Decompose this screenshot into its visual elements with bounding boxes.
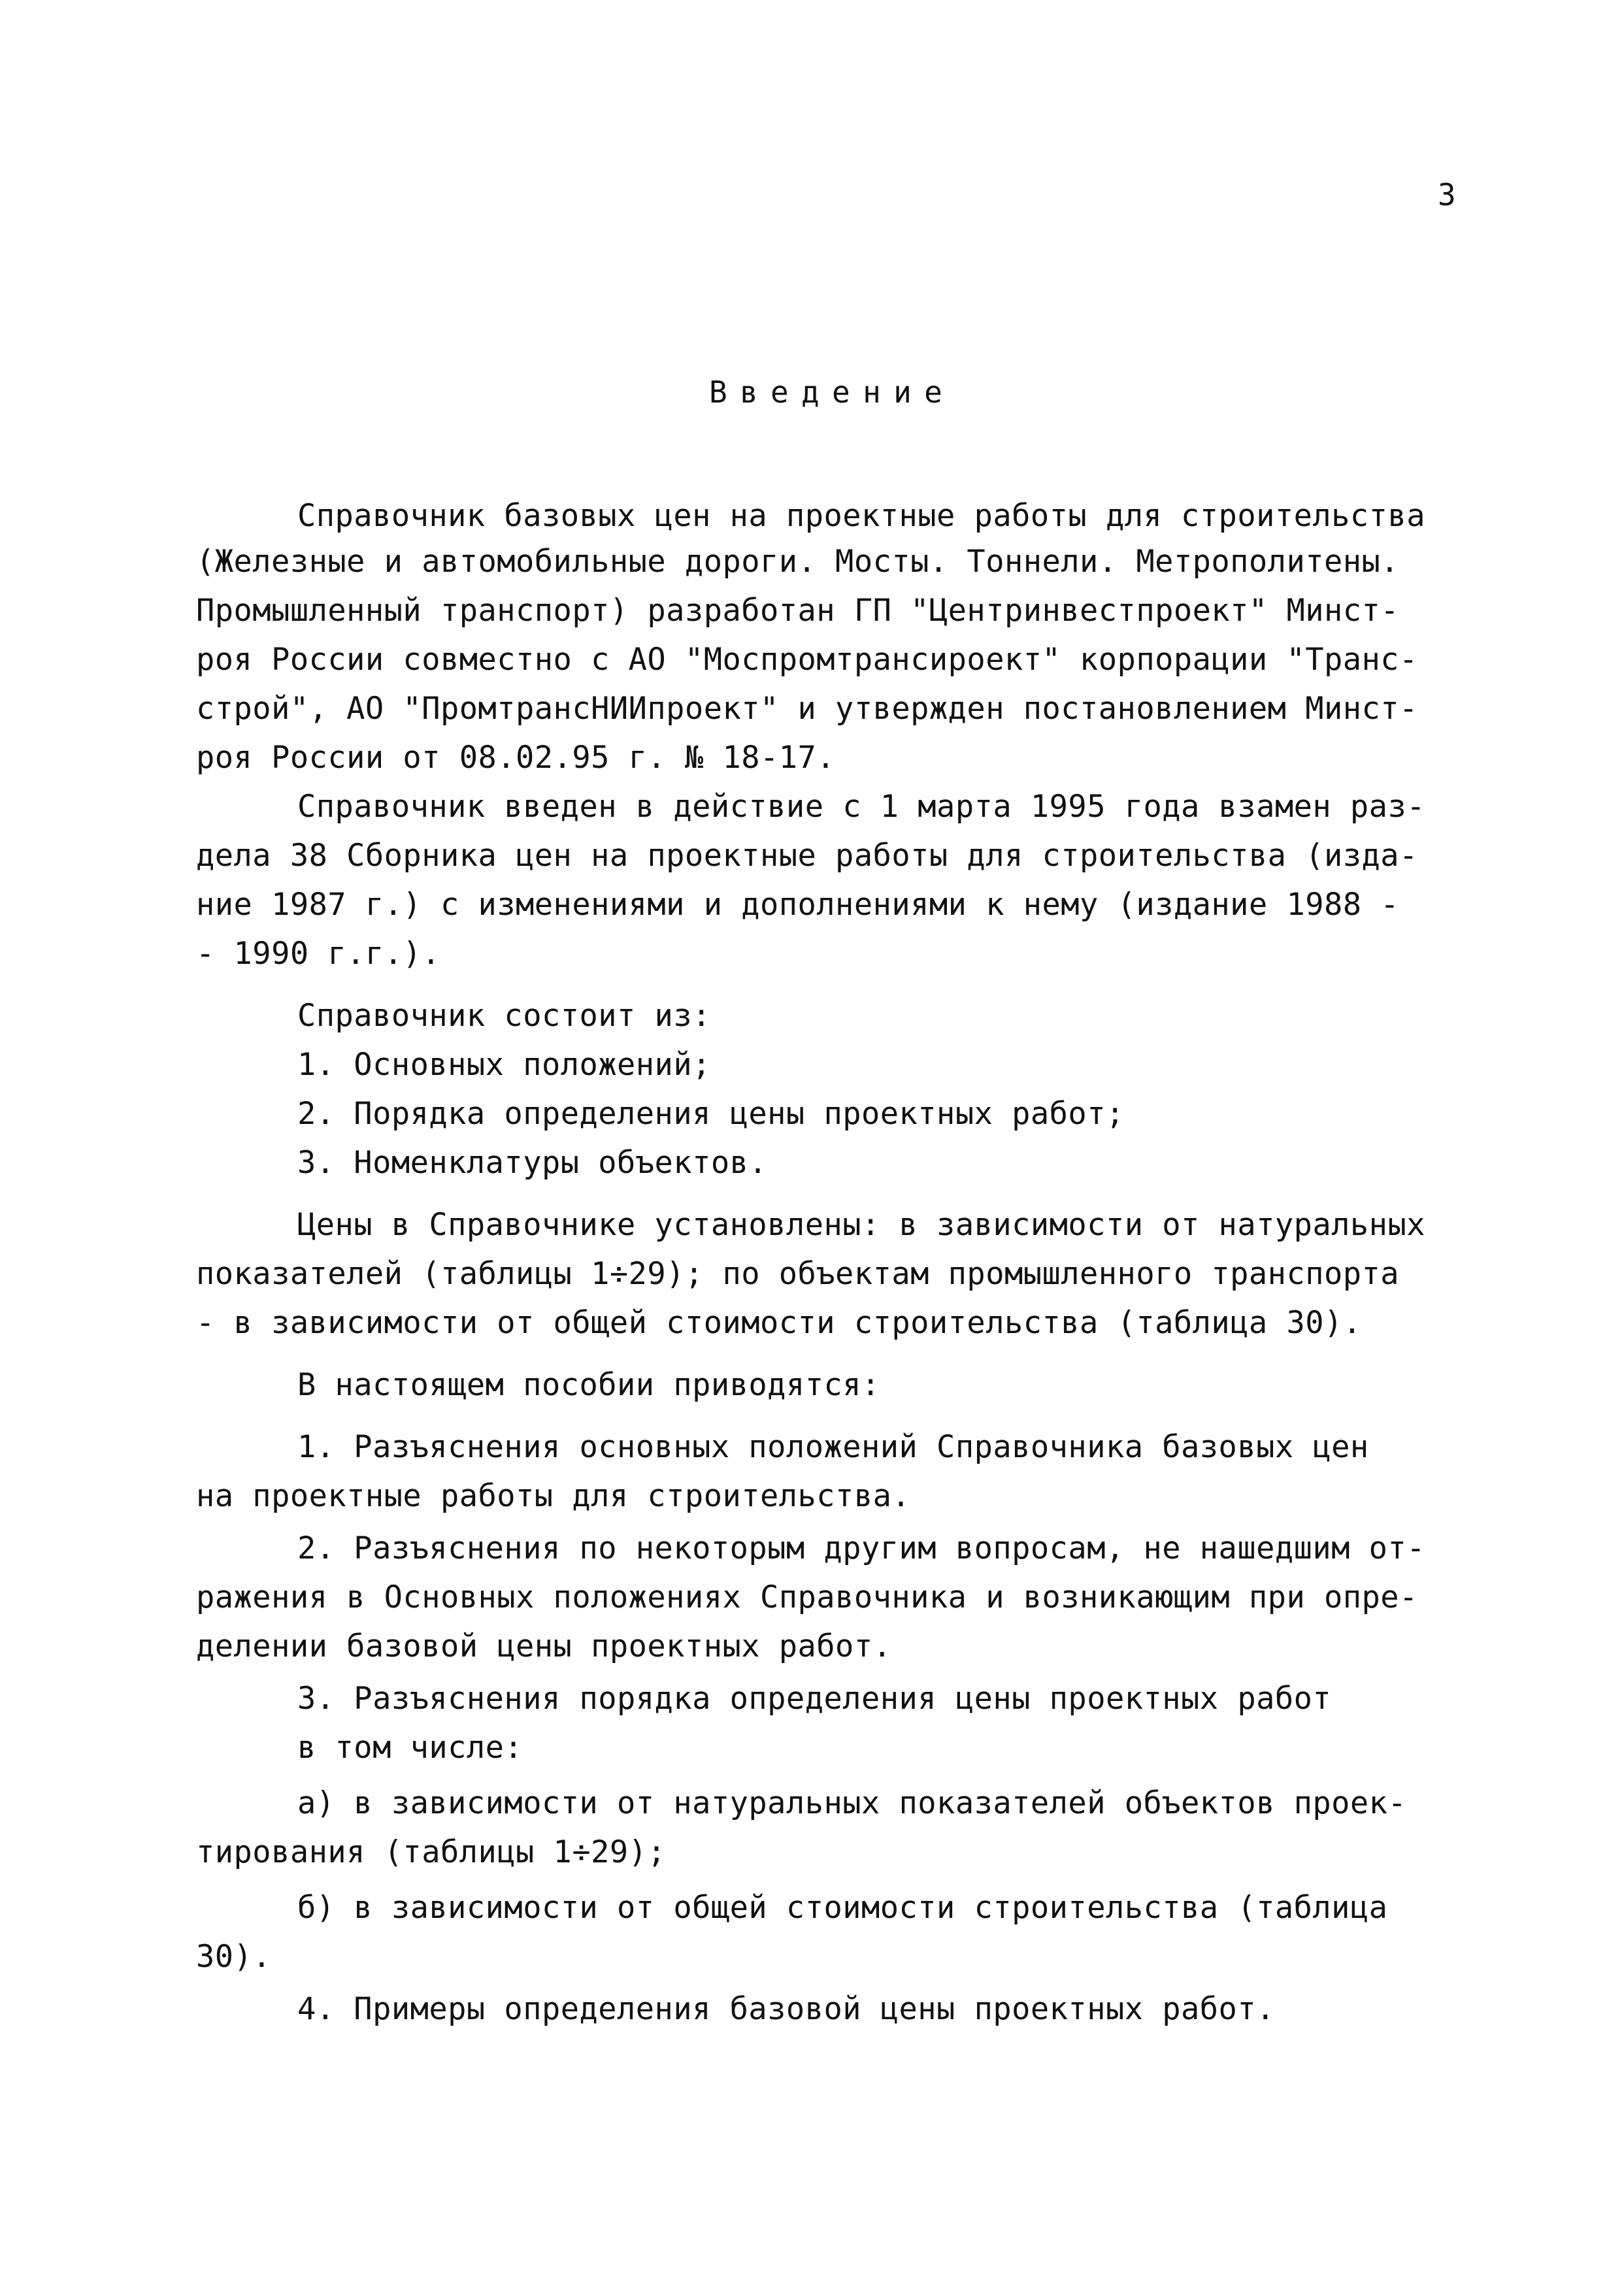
list-item: 1. Основных положений;: [297, 1047, 711, 1083]
text-line: - 1990 г.г.).: [196, 936, 440, 972]
text-line: роя России от 08.02.95 г. № 18-17.: [196, 740, 836, 776]
list-item: 4. Примеры определения базовой цены проектных работ.: [297, 1991, 1275, 2027]
text-line: 30).: [196, 1939, 272, 1975]
list-item: 3. Разъяснения порядка определения цены проектных работ: [297, 1681, 1332, 1717]
list-item: 1. Разъяснения основных положений Справочника базовых цен: [297, 1429, 1369, 1465]
text-line: на проектные работы для строительства.: [196, 1478, 911, 1514]
list-item: 2. Разъяснения по некоторым другим вопросам, не нашедшим от-: [297, 1530, 1425, 1566]
text-line: тирования (таблицы 1÷29);: [196, 1834, 667, 1870]
section-title: Введение: [709, 374, 955, 410]
text-line: в том числе:: [297, 1730, 523, 1766]
text-line: делении базовой цены проектных работ.: [196, 1628, 892, 1664]
list-item: б) в зависимости от общей стоимости строительства (таблица: [297, 1890, 1388, 1926]
text-line: (Железные и автомобильные дороги. Мосты. Тоннели. Метрополитены.: [196, 544, 1400, 580]
text-line: ние 1987 г.) с изменениями и дополнениями к нему (издание 1988 -: [196, 887, 1400, 923]
page-number: 3: [1438, 177, 1456, 212]
text-line: строй", АО "ПромтрансНИИпроект" и утвержден постановлением Минст-: [196, 691, 1418, 727]
text-line: - в зависимости от общей стоимости строительства (таблица 30).: [196, 1305, 1362, 1341]
text-line: Справочник базовых цен на проектные работы для строительства: [297, 498, 1425, 534]
text-line: В настоящем пособии приводятся:: [297, 1367, 880, 1403]
text-line: Справочник состоит из:: [297, 998, 711, 1034]
text-line: показателей (таблицы 1÷29); по объектам промышленного транспорта: [196, 1256, 1400, 1292]
text-line: Промышленный транспорт) разработан ГП "Центринвестпроект" Минст-: [196, 593, 1400, 629]
text-line: Цены в Справочнике установлены: в зависимости от натуральных: [297, 1207, 1425, 1243]
list-item: 2. Порядка определения цены проектных работ;: [297, 1096, 1125, 1132]
list-item: 3. Номенклатуры объектов.: [297, 1145, 768, 1181]
text-line: Справочник введен в действие с 1 марта 1995 года взамен раз-: [297, 789, 1425, 825]
text-line: ражения в Основных положениях Справочника и возникающим при опре-: [196, 1579, 1418, 1615]
text-line: дела 38 Сборника цен на проектные работы для строительства (изда-: [196, 838, 1418, 874]
text-line: роя России совместно с АО "Моспромтрансироект" корпорации "Транс-: [196, 642, 1418, 678]
list-item: а) в зависимости от натуральных показателей объектов проек-: [297, 1785, 1407, 1821]
